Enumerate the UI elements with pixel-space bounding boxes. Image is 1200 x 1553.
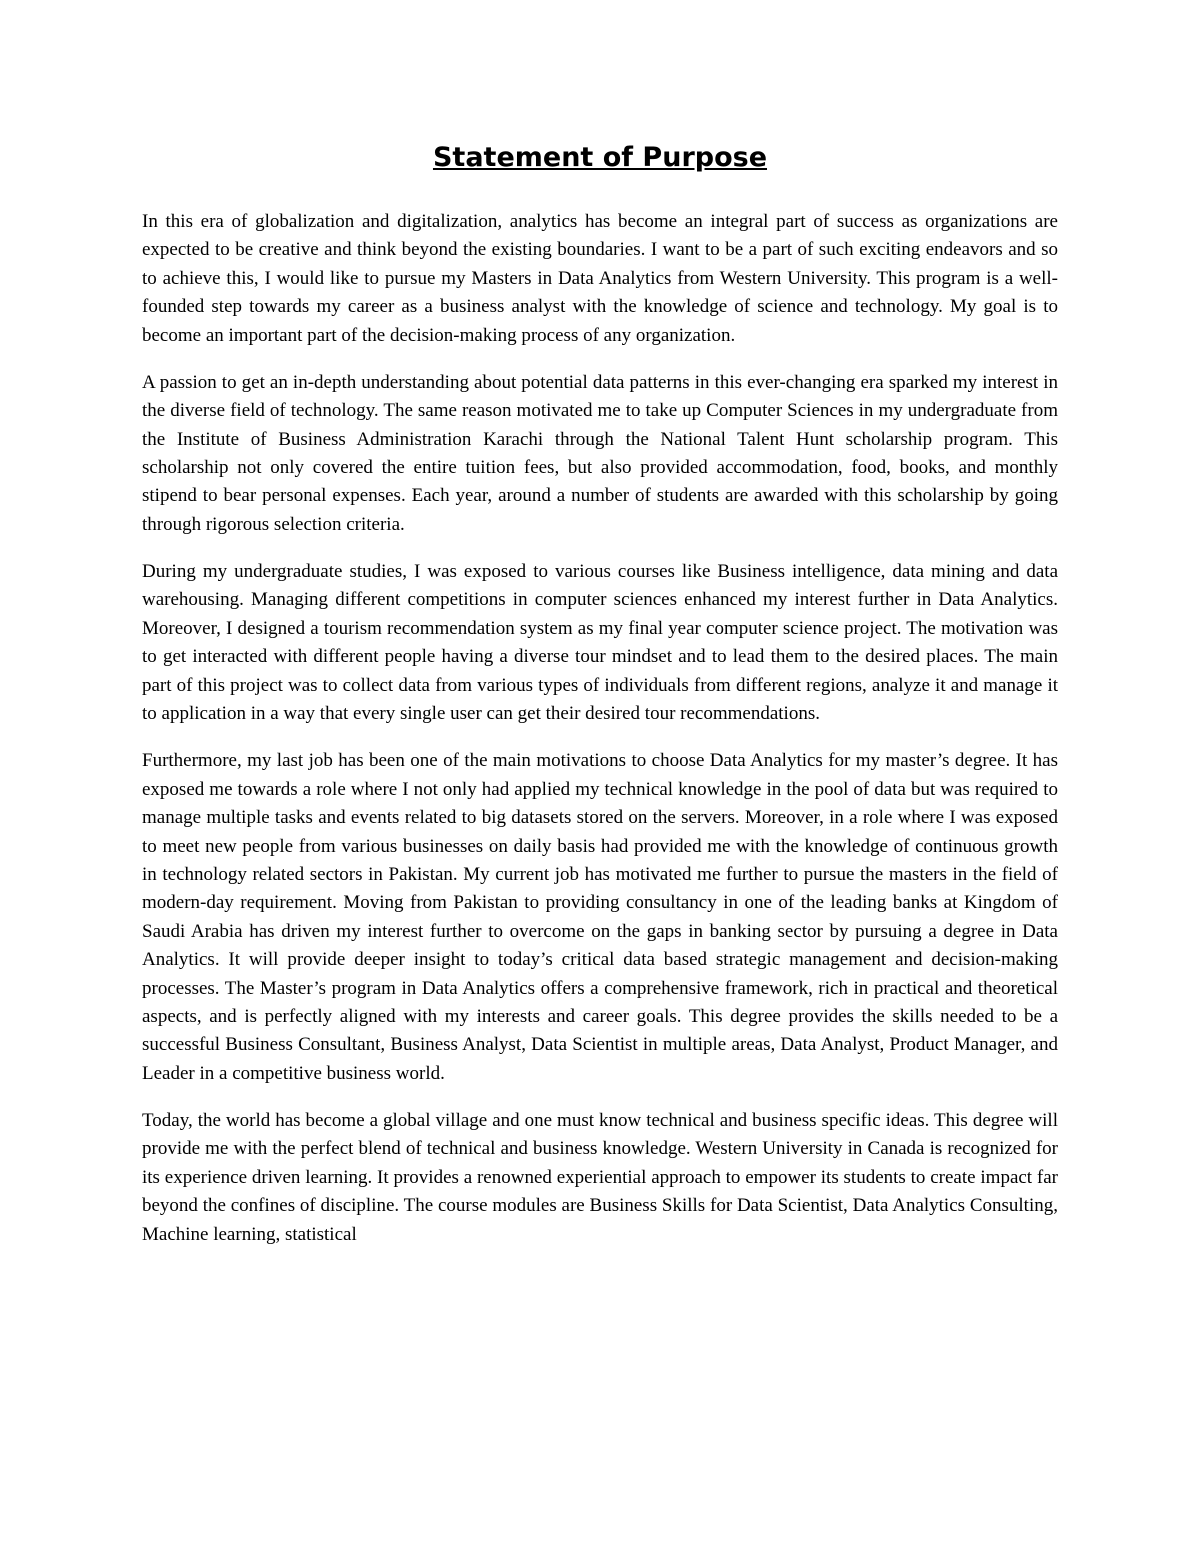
paragraph-intro: In this era of globalization and digitalization, analytics has become an integral part of success as organizations are expected to be creative and think beyond the existing boundaries. I want to be a part of such exciting endeavors and so to achieve this, I would like to pursue my Masters in Data Analytics from Western University. This program is a well-founded step towards my career as a business analyst with the knowledge of science and technology. My goal is to become an important part of the decision-making process of any organization. xyxy=(142,211,1058,346)
paragraph-experience: Furthermore, my last job has been one of the main motivations to choose Data Analytics for my master’s degree. It has exposed me towards a role where I not only had applied my technical knowledge in the pool of data but was required to manage multiple tasks and events related to big datasets stored on the servers. Moreover, in a role where I was exposed to meet new people from various businesses on daily basis had provided me with the knowledge of continuous growth in technology related sectors in Pakistan. My current job has motivated me further to pursue the masters in the field of modern-day requirement. Moving from Pakistan to providing consultancy in one of the leading banks at Kingdom of Saudi Arabia has driven my interest further to overcome on the gaps in banking sector by pursuing a degree in Data Analytics. It will provide deeper insight to today’s critical data based strategic management and decision-making processes. The Master’s program in Data Analytics offers a comprehensive framework, rich in practical and theoretical aspects, and is perfectly aligned with my interests and career goals. This degree provides the skills needed to be a successful Business Consultant, Business Analyst, Data Scientist in multiple areas, Data Analyst, Product Manager, and Leader in a competitive business world. xyxy=(142,750,1058,1084)
paragraph-western-university: Today, the world has become a global village and one must know technical and business specific ideas. This degree will provide me with the perfect blend of technical and business knowledge. Western University in Canada is recognized for its experience driven learning. It provides a renowned experiential approach to empower its students to create impact far beyond the confines of discipline. The course modules are Business Skills for Data Scientist, Data Analytics Consulting, Machine learning, statistical xyxy=(142,1109,1058,1245)
document-body xyxy=(142,208,1058,1268)
paragraph-undergraduate: During my undergraduate studies, I was exposed to various courses like Business intelligence, data mining and data warehousing. Managing different competitions in computer sciences enhanced my interest further in Data Analytics. Moreover, I designed a tourism recommendation system as my final year computer science project. The motivation was to get interacted with different people having a diverse tour mindset and to lead them to the desired places. The main part of this project was to collect data from various types of individuals from different regions, analyze it and manage it to application in a way that every single user can get their desired tour recommendations. xyxy=(142,561,1058,725)
paragraph-passion: A passion to get an in-depth understanding about potential data patterns in this ever-changing era sparked my interest in the diverse field of technology. The same reason motivated me to take up Computer Sciences in my undergraduate from the Institute of Business Administration Karachi through the National Talent Hunt scholarship program. This scholarship not only covered the entire tuition fees, but also provided accommodation, food, books, and monthly stipend to bear personal expenses. Each year, around a number of students are awarded with this scholarship by going through rigorous selection criteria. xyxy=(142,371,1058,535)
document-title: Statement of Purpose xyxy=(432,142,768,173)
